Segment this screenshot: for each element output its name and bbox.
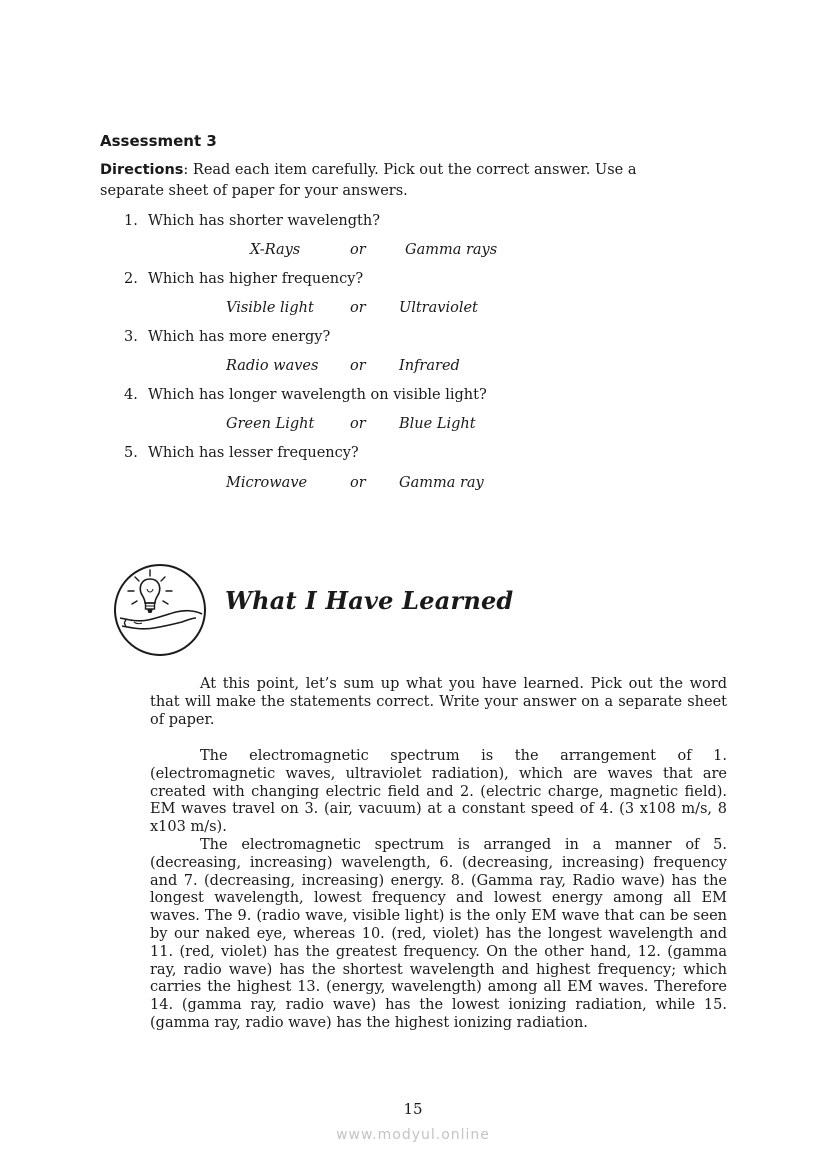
question-text: Which has longer wavelength on visible light? <box>148 387 487 403</box>
option-b: Blue Light <box>399 416 476 432</box>
option-b: Gamma rays <box>405 242 498 258</box>
question-text: Which has more energy? <box>148 329 331 345</box>
question-number: 4. <box>124 387 138 403</box>
question-text: Which has shorter wavelength? <box>148 213 380 229</box>
paragraph: The electromagnetic spectrum is arranged in a manner of 5. (decreasing, increasing) wavelength, 6. (decreasing, increasing) frequency and 7. (decreasing, increasing) energy. 8. (Gamma ray, Radio wave) has the longest wavelength, lowest frequency and lowest energy among all EM waves. The 9. (radio wave, visible light) is the only EM wave that can be seen by our naked eye, whereas 10. (red, violet) has the longest wavelength and 11. (red, violet) has the greatest frequency. On the other hand, 12. (gamma ray, radio wave) has the shortest wavelength and highest frequency; which carries the highest 13. (energy, wavelength) among all EM waves. Therefore 14. (gamma ray, radio wave) has the lowest ionizing radiation, while 15. (gamma ray, radio wave) has the highest ionizing radiation. <box>150 837 727 1031</box>
question-item <box>124 329 330 345</box>
question-text: Which has higher frequency? <box>148 271 364 287</box>
option-b: Infrared <box>399 358 460 374</box>
lightbulb-hand-icon <box>112 562 208 658</box>
question-item <box>124 445 359 461</box>
or-label: or <box>350 416 366 432</box>
question-text: Which has lesser frequency? <box>148 445 359 461</box>
question-item <box>124 213 380 229</box>
or-label: or <box>350 358 366 374</box>
question-number: 5. <box>124 445 138 461</box>
page-number: 15 <box>403 1100 423 1118</box>
paragraph: The electromagnetic spectrum is the arrangement of 1. (electromagnetic waves, ultraviolet radiation), which are waves that are created with changing electric field and 2. (electric charge, magnetic field). EM waves travel on 3. (air, vacuum) at a constant speed of 4. (3 x108 m/s, 8 x103 m/s). <box>150 748 727 836</box>
option-a: Radio waves <box>226 358 319 374</box>
question-item <box>124 387 487 403</box>
section-title: What I Have Learned <box>225 586 514 615</box>
option-a: Green Light <box>226 416 315 432</box>
question-number: 1. <box>124 213 138 229</box>
question-item <box>124 271 363 287</box>
question-number: 3. <box>124 329 138 345</box>
option-b: Gamma ray <box>399 475 484 491</box>
watermark: www.modyul.online <box>336 1127 490 1143</box>
option-a: Visible light <box>226 300 314 316</box>
option-a: Microwave <box>226 475 308 491</box>
assessment-title: Assessment 3 <box>100 132 217 150</box>
directions <box>100 160 660 202</box>
paragraph: At this point, let’s sum up what you have learned. Pick out the word that will make the statements correct. Write your answer on a separate sheet of paper. <box>150 676 727 728</box>
directions-label: Directions <box>100 162 184 178</box>
or-label: or <box>350 242 366 258</box>
or-label: or <box>350 475 366 491</box>
or-label: or <box>350 300 366 316</box>
option-a: X-Rays <box>250 242 301 258</box>
directions-text: : Read each item carefully. Pick out the correct answer. Use a separate sheet of paper for your answers. <box>100 162 637 199</box>
question-number: 2. <box>124 271 138 287</box>
option-b: Ultraviolet <box>399 300 478 316</box>
